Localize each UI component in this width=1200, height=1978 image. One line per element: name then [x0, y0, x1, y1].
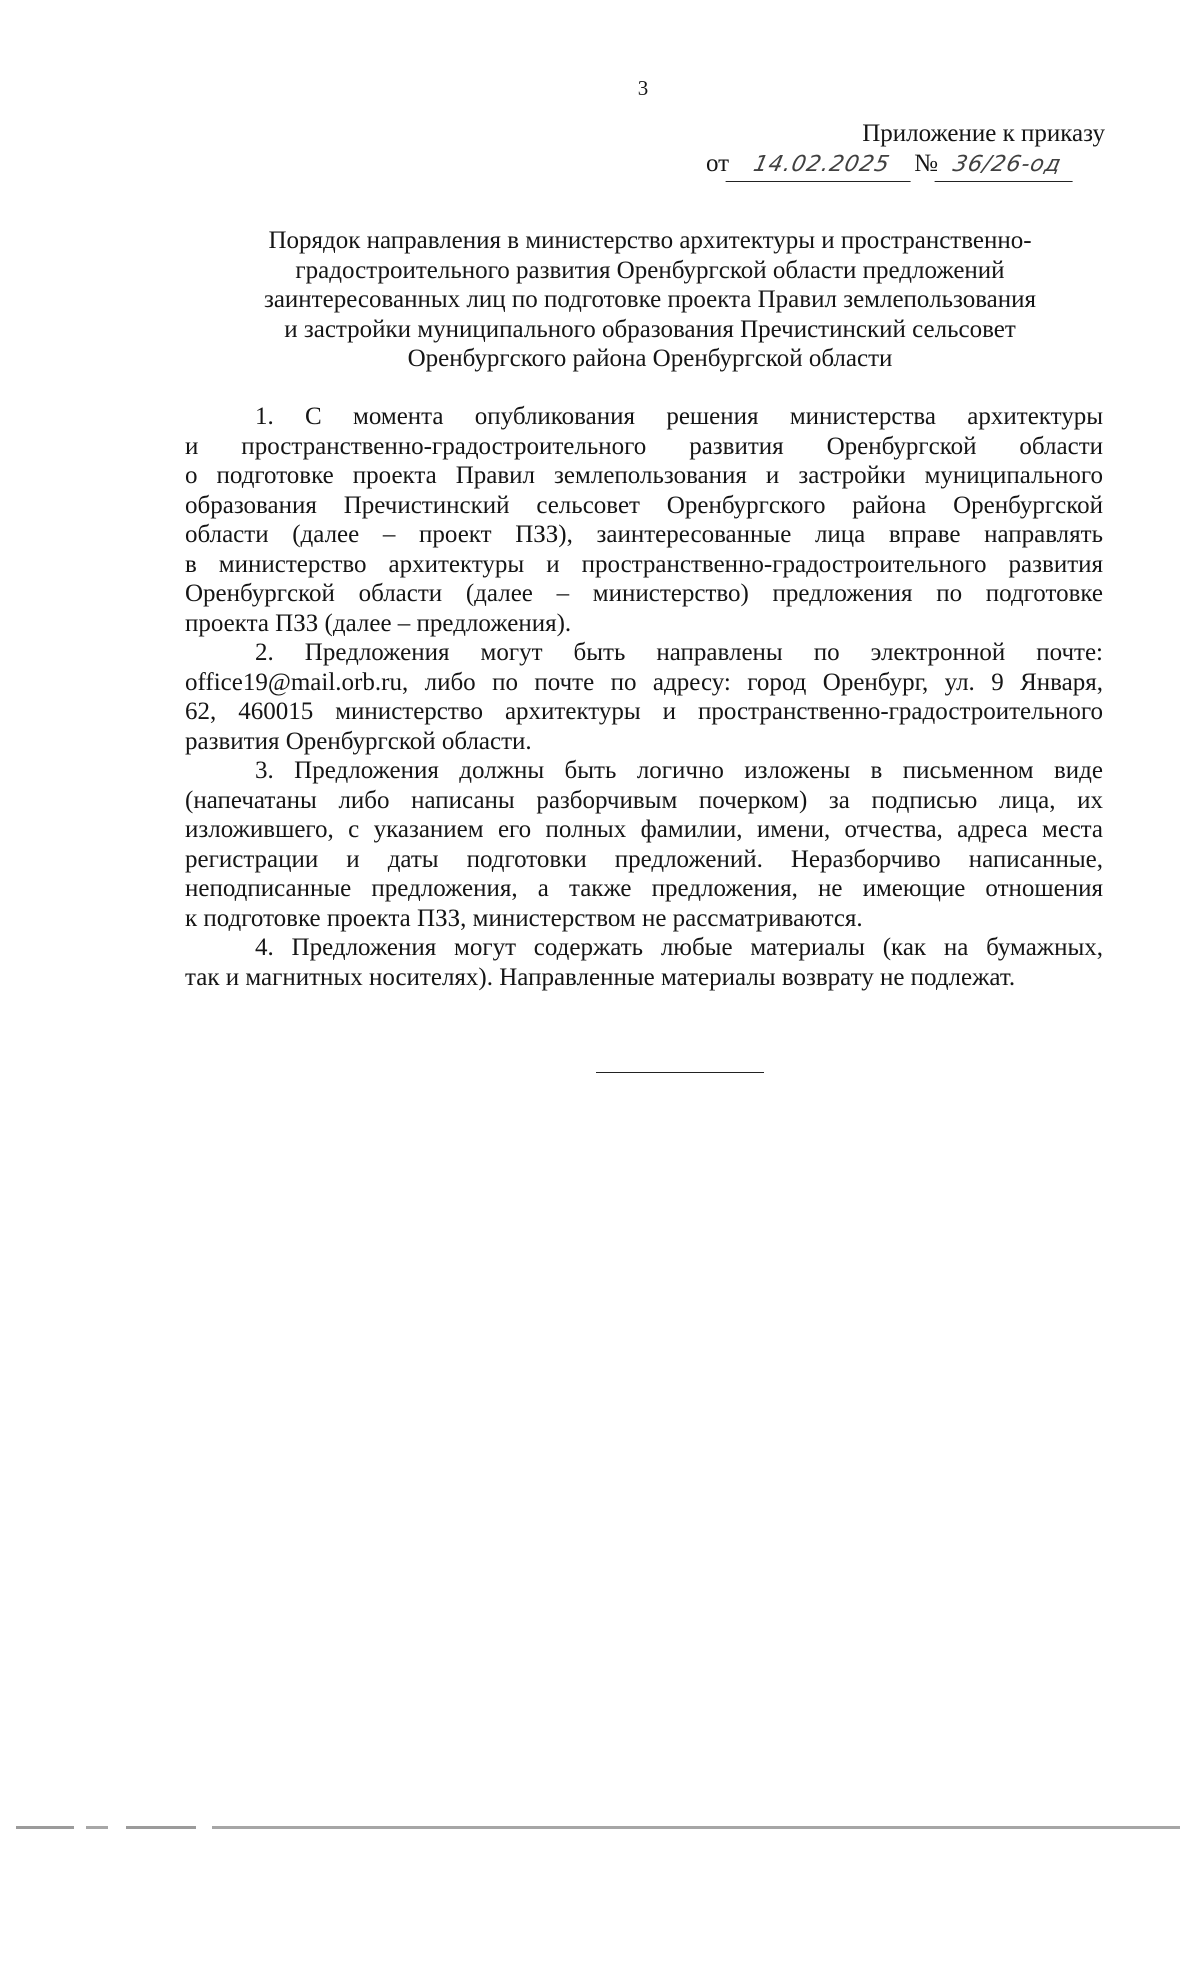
- paragraph-3: [185, 756, 1103, 933]
- paragraph-line: office19@mail.orb.ru, либо по почте по адресу: город Оренбург, ул. 9 Января,: [185, 668, 1103, 696]
- document-title: [170, 226, 1130, 374]
- end-of-text-rule: [596, 1072, 764, 1073]
- order-reference: [706, 148, 1166, 182]
- number-label: №: [914, 150, 938, 177]
- paragraph-line: проекта ПЗЗ (далее – предложения).: [185, 609, 572, 637]
- paragraph-line: о подготовке проекта Правил землепользования и застройки муниципального: [185, 462, 1103, 489]
- title-line: Порядок направления в министерство архитектуры и пространственно-: [268, 227, 1032, 254]
- paragraph-2: [185, 638, 1103, 756]
- paragraph-line: 62, 460015 министерство архитектуры и пространственно-градостроительного: [185, 698, 1103, 725]
- paragraph-line: к подготовке проекта ПЗЗ, министерством не рассматриваются.: [185, 904, 863, 932]
- paragraph-line: 1. С момента опубликования решения министерства архитектуры: [255, 403, 1103, 430]
- paragraph-line: Оренбургской области (далее – министерство) предложения по подготовке: [185, 580, 1103, 607]
- paragraph-line: (напечатаны либо написаны разборчивым почерком) за подписью лица, их: [185, 786, 1103, 814]
- paragraph-line: так и магнитных носителях). Направленные материалы возврату не подлежат.: [185, 963, 1016, 991]
- paragraph-line: образования Пречистинский сельсовет Оренбургского района Оренбургской: [185, 491, 1103, 519]
- paragraph-line: области (далее – проект ПЗЗ), заинтересованные лица вправе направлять: [185, 521, 1103, 548]
- paragraph-line: изложившего, с указанием его полных фамилии, имени, отчества, адреса места: [185, 816, 1103, 843]
- scan-fold-line: [16, 1826, 1180, 1829]
- handwritten-order-date: 14.02.2025: [726, 149, 918, 182]
- paragraph-line: неподписанные предложения, а также предложения, не имеющие отношения: [185, 875, 1103, 902]
- title-line: и застройки муниципального образования Пречистинский сельсовет: [284, 315, 1016, 343]
- paragraph-line: и пространственно-градостроительного развития Оренбургской области: [185, 432, 1103, 460]
- appendix-caption: Приложение к приказу: [862, 120, 1105, 147]
- page-number: 3: [637, 76, 649, 100]
- paragraph-line: развития Оренбургской области.: [185, 727, 532, 755]
- paragraph-line: 3. Предложения должны быть логично изложены в письменном виде: [255, 757, 1103, 784]
- paragraph-4: [185, 933, 1103, 992]
- paragraph-line: в министерство архитектуры и пространственно-градостроительного развития: [185, 550, 1103, 578]
- paragraph-line: регистрации и даты подготовки предложений. Неразборчиво написанные,: [185, 845, 1103, 873]
- title-line: Оренбургского района Оренбургской области: [407, 345, 893, 372]
- paragraph-line: 4. Предложения могут содержать любые материалы (как на бумажных,: [255, 934, 1103, 961]
- title-line: заинтересованных лиц по подготовке проекта Правил землепользования: [263, 286, 1037, 313]
- paragraph-1: [185, 402, 1103, 638]
- title-line: градостроительного развития Оренбургской области предложений: [295, 256, 1005, 284]
- paragraph-line: 2. Предложения могут быть направлены по электронной почте:: [255, 639, 1103, 666]
- from-label: от: [706, 150, 730, 177]
- document-body: [185, 402, 1103, 992]
- handwritten-order-number: 36/26-од: [934, 149, 1079, 182]
